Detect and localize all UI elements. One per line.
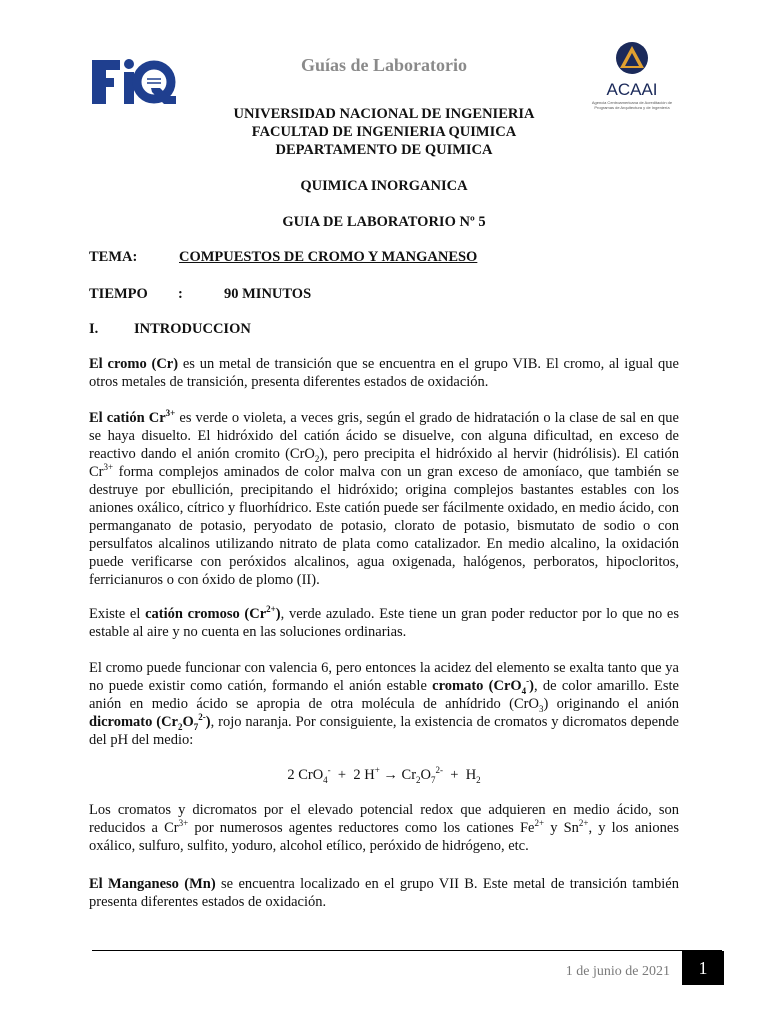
guide-title: GUIA DE LABORATORIO Nº 5 [282, 214, 486, 230]
acaai-logo-caption: Agencia Centroamericana de Acreditación de Programas de Arquitectura y de Ingeniería [591, 100, 673, 110]
paragraph-reduccion: Los cromatos y dicromatos por el elevado potencial redox que adquieren en medio ácido, son reducidos a $Cr^{3+}$ por numerosos agentes reductores como los cationes $Fe^{2+}$ y $Sn^{2+}$, y los aniones oxálico, sulfuro, sulfito, yoduro, alcohol etílico, peróxido de hidrógeno, etc. [89, 802, 679, 854]
university-name: UNIVERSIDAD NACIONAL DE INGENIERIA [233, 106, 535, 122]
footer-date: 1 de junio de 2021 [565, 964, 670, 979]
term-cation-cr3: El catión $Cr^{3+}$ [89, 408, 176, 426]
header-title: Guías de Laboratorio [300, 55, 467, 75]
paragraph-cation-cr3: El catión $Cr^{3+}$ es verde o violeta, a veces gris, según el grado de hidratación o la clase de sal en que se haya disuelto. El hidróxido del catión ácido se disuelve, con alguna dificultad, en exceso de reactivo dando el anión cromito (CrO$_2$), pero precipita el hidróxido al hervir (hidrólisis). El catión $Cr^{3+}$ forma complejos aminados de color malva con un gran exceso de amoníaco, que también se destruye por ebullición, precipitando el hidróxido; origina complejos bastantes estables con los aniones oxálico, cítrico y fluorhídrico. Este catión puede ser fácilmente oxidado, en medio ácido, con permanganato de potasio, peryodato de potasio, clorato de potasio, bismutato de sodio o con persulfatos alcalinos utilizando nitrato de plata como catalizador. En medio alcalino, la oxidación puede verificarse con peróxidos alcalinos, agua oxigenada, halógenos, perboratos, hipocloritos, ferricianuros o con óxido de plomo (II). [89, 408, 679, 588]
paragraph-cromato-dicromato: El cromo puede funcionar con valencia 6, pero entonces la acidez del elemento se exalta tanto que ya no puede existir como catión, formando el anión estable cromato (CrO$_4$-), de color amarillo. Este anión en medio ácido se apropia de otra molécula de anhídrido (CrO$_3$) originando el anión dicromato $(Cr_2O_7^{2-})$, rojo naranja. Por consiguiente, la existencia de cromatos y dicromatos depende del pH del medio: [89, 660, 679, 748]
footer-divider [92, 950, 722, 951]
acaai-logo-icon [582, 40, 682, 100]
paragraph-cromo: El cromo (Cr) es un metal de transición que se encuentra en el grupo VIB. El cromo, al igual que otros metales de transición, presenta diferentes estados de oxidación. [89, 356, 679, 390]
faculty-name: FACULTAD DE INGENIERIA QUIMICA [251, 124, 517, 140]
page-number: 1 [682, 951, 724, 985]
topic-label: TEMA: [89, 249, 138, 265]
acaai-logo-name: ACAAI [606, 80, 658, 99]
time-colon: : [178, 286, 183, 302]
section-number: I. [89, 321, 99, 337]
time-value: 90 MINUTOS [224, 286, 312, 302]
section-title: INTRODUCCION [134, 321, 251, 337]
chromate-equation: 2 CrO$_4$- + 2 $H^+ \to Cr_2O_7^{2-} + H_2$ [287, 765, 481, 785]
time-label: TIEMPO [89, 286, 148, 302]
paragraph-manganeso: El Manganeso (Mn) se encuentra localizado en el grupo VII B. Este metal de transición también presenta diferentes estados de oxidación. [89, 876, 679, 910]
paragraph-cation-cromoso: Existe el catión cromoso $(Cr^{2+})$, verde azulado. Este tiene un gran poder reductor por lo que no es estable al aire y no cuenta en las soluciones ordinarias. [89, 604, 679, 640]
course-name: QUIMICA INORGANICA [300, 178, 468, 194]
term-cromato: cromato (CrO$_4$-) [432, 676, 535, 696]
term-cromo: El cromo (Cr) [89, 356, 179, 372]
term-manganeso: El Manganeso (Mn) [89, 876, 216, 892]
term-cation-cromoso: catión cromoso $(Cr^{2+})$ [145, 604, 281, 622]
topic-value: COMPUESTOS DE CROMO Y MANGANESO [179, 249, 478, 265]
term-dicromato: dicromato $(Cr_2O_7^{2-})$ [89, 712, 211, 732]
department-name: DEPARTAMENTO DE QUIMICA [275, 142, 493, 158]
